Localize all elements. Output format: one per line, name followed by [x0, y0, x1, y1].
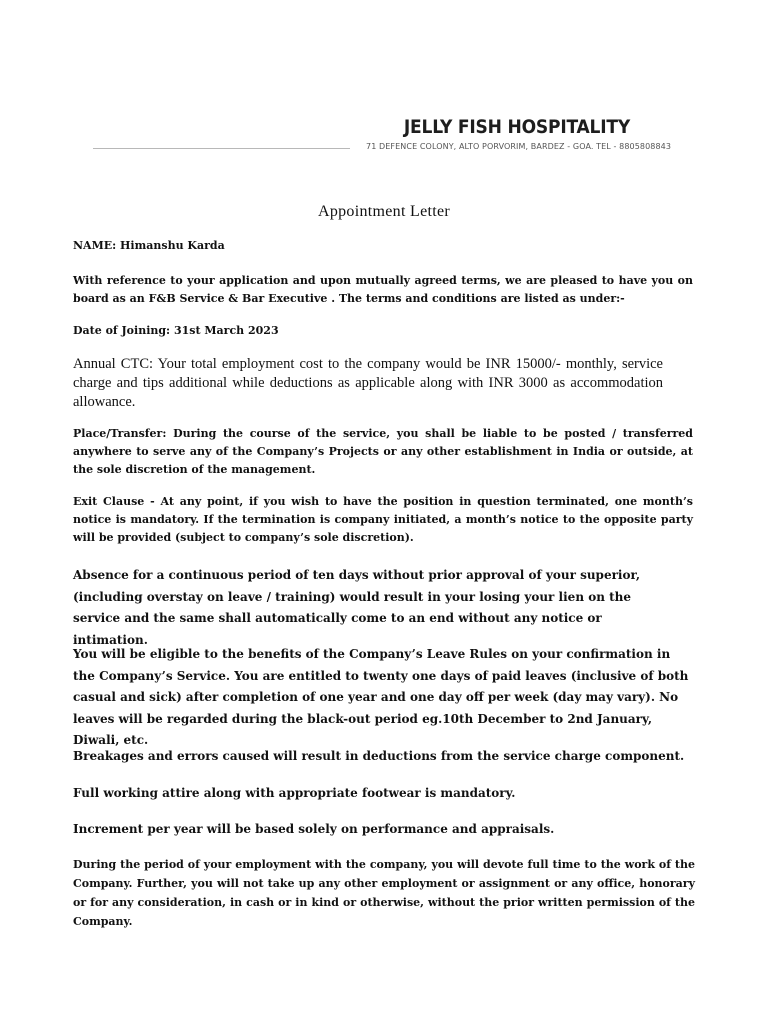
annual-ctc-paragraph: Annual CTC: Your total employment cost to the company would be INR 15000/- monthly, service charge and tips additional while deductions as applicable along with INR 3000 as accommodation allowance. [73, 356, 663, 410]
company-address: 71 DEFENCE COLONY, ALTO PORVORIM, BARDEZ - GOA. TEL - 8805808843 [366, 142, 672, 151]
absence-paragraph: Absence for a continuous period of ten days without prior approval of your superior, (including overstay on leave / training) would result in your losing your lien on the service and the same shall automatically come to an end without any notice or intimation. [73, 568, 641, 647]
company-name: JELLY FISH HOSPITALITY [403, 116, 630, 138]
full-time-paragraph: During the period of your employment with the company, you will devote full time to the work of the Company. Further, you will not take up any other employment or assignment or any office, honorary or for any consideration, in cash or in kind or otherwise, without the prior written permission of the Company. [73, 858, 695, 928]
increment-paragraph: Increment per year will be based solely on performance and appraisals. [73, 822, 555, 836]
attire-paragraph: Full working attire along with appropriate footwear is mandatory. [73, 786, 516, 800]
exit-clause-paragraph: Exit Clause - At any point, if you wish to have the position in question terminated, one month’s notice is mandatory. If the termination is company initiated, a month’s notice to the opposite party will be provided (subject to company’s sole discretion). [73, 495, 693, 544]
breakages-paragraph: Breakages and errors caused will result in deductions from the service charge component. [73, 749, 685, 763]
date-of-joining: Date of Joining: 31st March 2023 [73, 324, 279, 337]
intro-paragraph: With reference to your application and upon mutually agreed terms, we are pleased to have you on board as an F&B Service & Bar Executive . The terms and conditions are listed as under:- [73, 274, 693, 305]
place-transfer-paragraph: Place/Transfer: During the course of the service, you shall be liable to be posted / transferred anywhere to serve any of the Company’s Projects or any other establishment in India or outside, at the sole discretion of the management. [73, 427, 693, 476]
document-title: Appointment Letter [317, 203, 451, 220]
header-divider [93, 148, 350, 149]
employee-name: NAME: Himanshu Karda [73, 239, 225, 252]
leave-paragraph: You will be eligible to the benefits of the Company’s Leave Rules on your confirmation in the Company’s Service. You are entitled to twenty one days of paid leaves (inclusive of both casual and sick) after completion of one year and one day off per week (day may vary). No leaves will be regarded during the black-out period eg.10th December to 2nd January, Diwali, etc. [73, 647, 689, 747]
